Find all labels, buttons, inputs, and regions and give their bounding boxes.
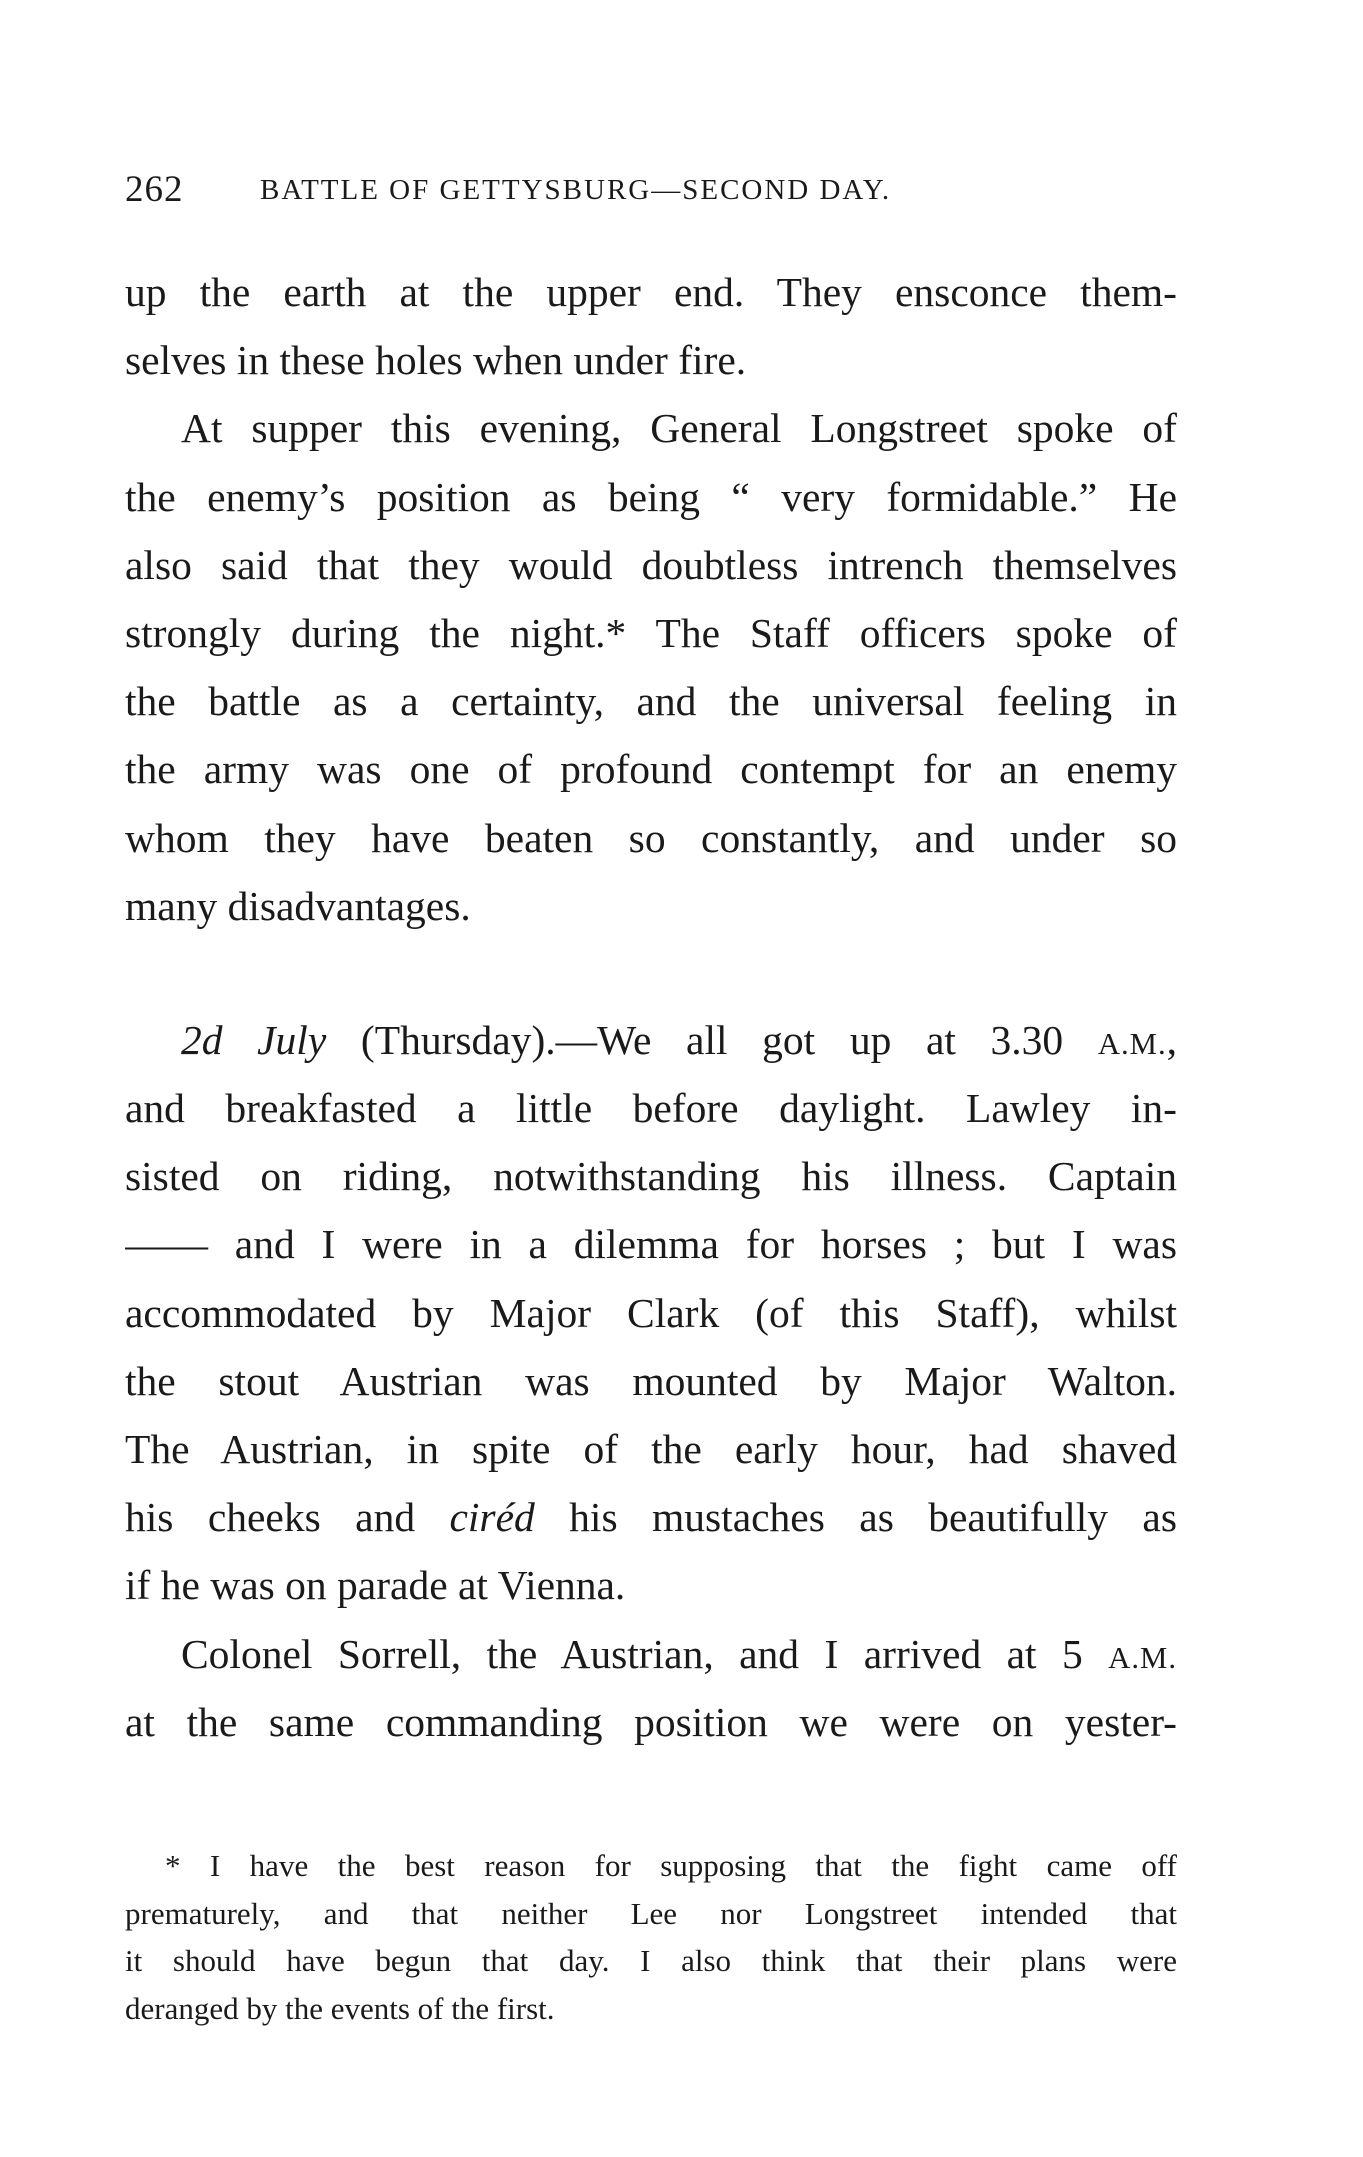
text-line [125,1620,1177,1688]
time-abbrev: A.M. [1097,1026,1167,1061]
page-header [125,168,1175,218]
body-text [125,258,1177,1756]
text-line: The Austrian, in spite of the early hour, had shaved [125,1426,1177,1472]
text-line: sisted on riding, notwithstanding his illness. Captain [125,1153,1177,1200]
section-gap [125,940,1177,1006]
text-line: up the earth at the upper end. They ensconce them- [125,269,1177,315]
text-line: strongly during the night.* The Staff officers spoke of [125,609,1177,656]
text-line: and breakfasted a little before daylight. Lawley in- [125,1085,1177,1132]
text-line [125,1483,1177,1551]
line-text: his cheeks and [125,1494,450,1541]
text-line: at the same commanding position we were on yester- [125,1698,1177,1745]
text-line: also said that they would doubtless intrench themselves [125,541,1177,588]
time-abbrev: A.M. [1108,1640,1177,1675]
entry-text: (Thursday).—We all got up at 3.30 [326,1016,1098,1063]
line-text: Colonel Sorrell, the Austrian, and I arrived at 5 [181,1630,1109,1677]
line-text: his mustaches as beautifully as [534,1494,1177,1541]
text-line: if he was on parade at Vienna. [125,1562,626,1609]
text-line: the army was one of profound contempt for an enemy [125,746,1177,793]
text-line: many disadvantages. [125,882,471,929]
text-line: the stout Austrian was mounted by Major Walton. [125,1357,1177,1404]
text-line: At supper this evening, General Longstreet spoke of [181,405,1177,452]
footnote-line: * I have the best reason for supposing that the fight came off [165,1848,1177,1883]
footnote-line: prematurely, and that neither Lee nor Longstreet intended that [125,1895,1177,1931]
text-line-date-entry [125,1006,1177,1074]
text-line: the battle as a certainty, and the universal feeling in [125,678,1177,725]
footnote-line: it should have begun that day. I also think that their plans were [125,1943,1177,1978]
footnote [125,1842,1177,2032]
text-line: —— and I were in a dilemma for horses ; but I was [125,1221,1177,1268]
text-line: accommodated by Major Clark (of this Staff), whilst [125,1289,1177,1336]
entry-date: 2d July [181,1016,327,1063]
text-line: whom they have beaten so constantly, and under so [125,814,1177,861]
running-title: BATTLE OF GETTYSBURG—SECOND DAY. [260,174,892,206]
text-line: the enemy’s position as being “ very formidable.” He [125,473,1177,520]
footnote-line: deranged by the events of the first. [125,1990,555,2026]
text-line: selves in these holes when under fire. [125,337,747,384]
punctuation: , [1166,1016,1177,1063]
italic-word: ciréd [449,1494,535,1541]
page-number: 262 [125,169,184,210]
